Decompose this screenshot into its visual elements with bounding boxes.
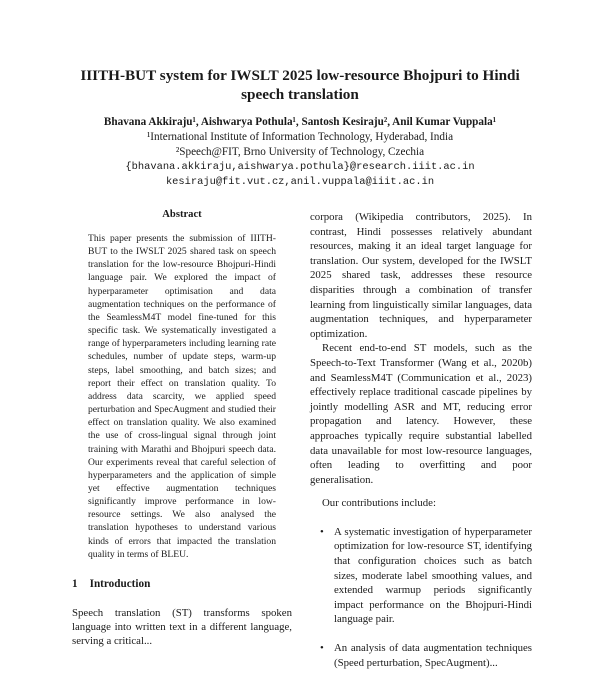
- contributions-label: Our contributions include:: [322, 497, 436, 510]
- author-names: Bhavana Akkiraju¹, Aishwarya Pothula¹, Santosh Kesiraju², Anil Kumar Vuppala¹: [103, 116, 497, 128]
- introduction-text: Speech translation (ST) transforms spoken language into written text in a different language, serving a critical...: [72, 606, 292, 647]
- bullet-icon: •: [320, 525, 324, 538]
- paragraph-1: corpora (Wikipedia contributors, 2025). In contrast, Hindi possesses relatively abundant resources, making it an ideal target language for translation. Our system, developed for the IWSLT 2025 shared task, addresses these resource disparities through a combination of transfer learning from linguistically similar languages, data augmentation techniques, and hyperparameter optimization.: [310, 211, 532, 340]
- affiliation-1: ¹International Institute of Information Technology, Hyderabad, India: [146, 131, 454, 143]
- list-item-text: An analysis of data augmentation techniques (Speed perturbation, SpecAugment)...: [334, 642, 532, 669]
- affiliation-2: ²Speech@FIT, Brno University of Technology, Czechia: [175, 146, 425, 158]
- paragraph-2: Recent end-to-end ST models, such as the Speech-to-Text Transformer (Wang et al., 2020b) and SeamlessM4T (Communication et al., 2023) effectively replace traditional cascade pipelines by jointly modelling ASR and MT, reducing error propagation and latency. However, these approaches typically require substantial labelled data unavailable for most low-resource languages, often leading to overfitting and poor generalisation.: [310, 342, 532, 486]
- right-column: [310, 210, 532, 684]
- list-item-text: A systematic investigation of hyperparameter optimization for low-resource ST, identifying that configuration choices such as batch sizes, moderate label smoothing values, and extended warmup periods significantly impact performance on the Bhojpuri-Hindi language pair.: [334, 525, 532, 626]
- bullet-icon: •: [320, 642, 324, 655]
- section-number: 1: [72, 577, 78, 590]
- list-item: [310, 525, 532, 627]
- left-column: [72, 209, 292, 648]
- list-item: [310, 641, 532, 670]
- abstract-heading: Abstract: [162, 209, 202, 220]
- contributions-list: [310, 525, 532, 670]
- email-line-1: {bhavana.akkiraju,aishwarya.pothula}@research.iiit.ac.in: [125, 161, 475, 173]
- email-line-2: kesiraju@fit.vut.cz,anil.vuppala@iiit.ac.in: [165, 176, 435, 188]
- paper-title: IIITH-BUT system for IWSLT 2025 low-resource Bhojpuri to Hindi speech translation: [80, 67, 520, 103]
- author-block: [40, 115, 560, 190]
- section-heading-introduction: [72, 578, 292, 590]
- abstract-text: This paper presents the submission of IIITH-BUT to the IWSLT 2025 shared task on speech translation for the low-resource Bhojpuri-Hindi language pair. We explored the impact of hyperparameter optimisation and data augmentation techniques on the performance of the SeamlessM4T model fine-tuned for this specific task. We systematically investigated a range of hyperparameters including learning rate schedules, number of update steps, warm-up steps, label smoothing, and batch sizes; and report their effect on translation quality. To address data scarcity, we applied speed perturbation and SpecAugment and studied their effect on translation quality. We also examined the use of cross-lingual signal through joint training with Marathi and Bhojpuri speech data. Our experiments reveal that careful selection of hyperparameters and the application of simple yet effective augmentation techniques significantly improve performance in low-resource settings. We also analysed the translation hypotheses to understand various kinds of errors that impacted the translation quality in terms of BLEU.: [88, 233, 276, 560]
- section-title: Introduction: [89, 577, 151, 590]
